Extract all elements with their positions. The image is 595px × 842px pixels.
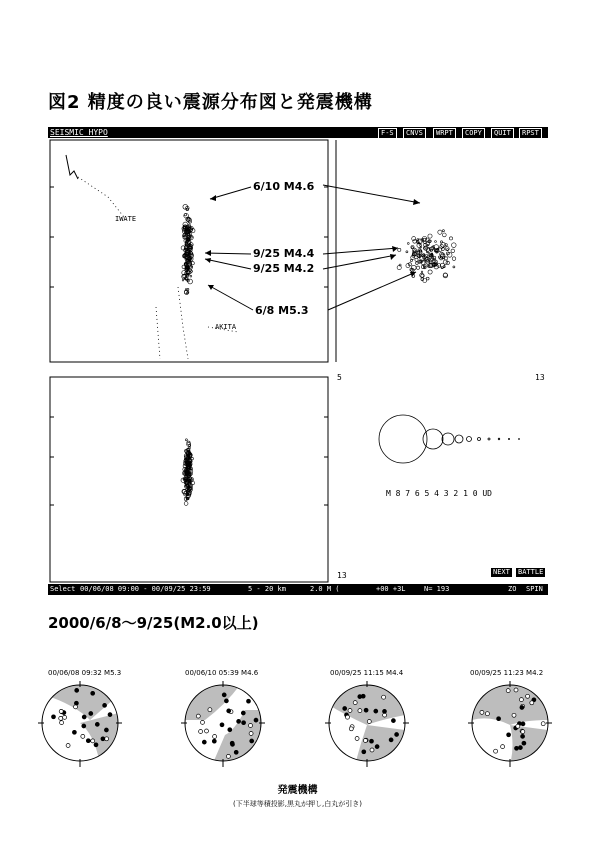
compression-point — [254, 718, 258, 722]
dilatation-point — [205, 729, 209, 733]
axis-tick-bottom-left: 13 — [337, 571, 347, 580]
hypocenter-point — [420, 273, 424, 277]
status-count: N= 193 — [424, 585, 450, 593]
compression-point — [228, 728, 232, 732]
dilatation-point — [358, 709, 362, 713]
dilatation-point — [201, 720, 205, 724]
hypocenter-point — [453, 266, 455, 268]
north-arrow-icon — [66, 155, 78, 179]
dilatation-point — [506, 689, 510, 693]
status-dates: 00/06/08 09:00 - 00/09/25 23:59 — [80, 585, 211, 593]
compression-point — [364, 708, 368, 712]
rpst-button[interactable]: RPST — [519, 128, 542, 139]
compression-point — [86, 739, 90, 743]
magnitude-scale-circles — [379, 415, 520, 463]
compression-point — [95, 722, 99, 726]
compression-point — [89, 712, 93, 716]
battle-button[interactable]: BATTLE — [515, 567, 546, 578]
mechanism-caption: 発震機構 — [277, 785, 318, 796]
compression-point — [103, 703, 107, 707]
dilatation-point — [199, 730, 203, 734]
dilatation-point — [59, 716, 63, 720]
compression-point — [241, 711, 245, 715]
axis-tick-mid-right: 13 — [535, 373, 545, 382]
dilatation-point — [74, 705, 78, 709]
compression-point — [220, 723, 224, 727]
hypocenter-point — [428, 270, 432, 274]
dilatation-point — [60, 721, 64, 725]
axis-tick-mid-left: 5 — [337, 373, 342, 382]
compression-point — [101, 737, 105, 741]
compression-point — [375, 745, 379, 749]
viewer-title: SEISMIC HYPO — [50, 128, 108, 137]
hypocenter-point — [445, 244, 448, 247]
dilatation-point — [370, 748, 374, 752]
hypocenter-point — [416, 266, 419, 269]
compression-point — [91, 691, 95, 695]
status-bar — [48, 584, 548, 595]
fs-button[interactable]: F-S — [378, 128, 397, 139]
dilatation-point — [367, 720, 371, 724]
status-mag: 2.0 M ( — [310, 585, 340, 593]
hypocenter-point — [426, 277, 429, 280]
hypocenter-point — [451, 249, 455, 253]
hypocenter-ew-section-points — [181, 439, 195, 506]
dilatation-point — [346, 715, 350, 719]
compression-point — [343, 707, 347, 711]
viewer-canvas — [48, 127, 548, 595]
focal-mechanism-beachball-4 — [472, 685, 548, 765]
compression-point — [515, 746, 519, 750]
hypocenter-point — [442, 230, 444, 232]
hypocenter-point — [447, 249, 449, 251]
mechanism-title-3: 00/09/25 11:15 M4.4 — [330, 669, 404, 677]
dilatation-point — [519, 698, 523, 702]
dilatation-point — [512, 713, 516, 717]
compression-point — [395, 733, 399, 737]
dilatation-point — [516, 724, 520, 728]
dilatation-point — [66, 744, 70, 748]
compression-point — [521, 722, 525, 726]
mechanism-title-1: 00/06/08 09:32 M5.3 — [48, 669, 122, 677]
focal-mechanisms-row — [0, 675, 595, 775]
hypocenter-point — [421, 271, 423, 273]
compression-point — [362, 750, 366, 754]
compression-point — [522, 741, 526, 745]
compression-point — [374, 709, 378, 713]
hypocenter-point — [185, 439, 187, 441]
hypocenter-point — [420, 244, 422, 246]
hypocenter-point — [410, 259, 412, 261]
compression-point — [52, 715, 56, 719]
hypocenter-point — [184, 502, 188, 506]
dilatation-point — [91, 739, 95, 743]
compression-point — [507, 733, 511, 737]
compression-point — [497, 717, 501, 721]
focal-mechanism-beachball-1 — [30, 680, 130, 770]
hypocenter-point — [406, 251, 408, 253]
annotation-label-2: 9/25 M4.4 — [253, 247, 315, 260]
hypocenter-point — [407, 243, 409, 245]
compression-point — [224, 699, 228, 703]
hypocenter-point — [398, 248, 401, 251]
compression-point — [82, 715, 86, 719]
hypocenter-point — [443, 260, 447, 264]
mechanism-title-4: 00/09/25 11:23 M4.2 — [470, 669, 544, 677]
status-depth: 5 - 20 km — [248, 585, 286, 593]
dilatation-point — [208, 708, 212, 712]
dilatation-point — [485, 712, 489, 716]
compression-point — [247, 699, 251, 703]
viewer-toolbar — [48, 127, 548, 138]
compression-point — [520, 706, 524, 710]
annotation-label-3: 9/25 M4.2 — [253, 262, 315, 275]
compression-point — [104, 728, 108, 732]
compression-point — [202, 740, 206, 744]
dilatation-point — [526, 694, 530, 698]
dilatation-point — [514, 688, 518, 692]
dilatation-point — [355, 737, 359, 741]
mechanism-caption-note: (下半球等積投影,黒丸が押し,白丸が引き) — [233, 800, 362, 808]
hypocenter-point — [415, 258, 418, 261]
hypocenter-point — [435, 241, 437, 243]
status-select[interactable]: Select — [50, 585, 76, 593]
next-button[interactable]: NEXT — [490, 567, 513, 578]
dilatation-point — [541, 722, 545, 726]
dilatation-point — [530, 701, 534, 705]
annotation-label-1: 6/10 M4.6 — [253, 180, 315, 193]
compression-point — [391, 719, 395, 723]
annotation-label-4: 6/8 M5.3 — [255, 304, 309, 317]
hypocenter-ns-section-points — [397, 230, 456, 283]
compression-point — [82, 724, 86, 728]
status-range: +00 +3L — [376, 585, 406, 593]
dilatation-point — [494, 749, 498, 753]
compression-point — [212, 739, 216, 743]
compression-point — [518, 746, 522, 750]
compression-point — [370, 739, 374, 743]
dilatation-point — [249, 724, 253, 728]
quit-button[interactable]: QUIT — [491, 128, 514, 139]
hypocenter-point — [442, 233, 446, 237]
cnvs-button[interactable]: CNVS — [403, 128, 426, 139]
hypocenter-map-points — [181, 204, 195, 294]
compression-point — [250, 739, 254, 743]
dilatation-point — [348, 709, 352, 713]
compression-point — [361, 694, 365, 698]
period-subtitle: 2000/6/8～9/25(M2.0以上) — [48, 614, 259, 632]
compression-point — [227, 709, 231, 713]
compression-point — [234, 750, 238, 754]
dilatation-point — [353, 701, 357, 705]
compression-point — [231, 742, 235, 746]
prefecture-border-lines — [78, 177, 238, 359]
dilatation-point — [213, 735, 217, 739]
wrpt-button[interactable]: WRPT — [433, 128, 456, 139]
compression-point — [94, 743, 98, 747]
seismic-viewer — [48, 127, 548, 595]
hypocenter-point — [190, 275, 192, 277]
hypocenter-point — [423, 247, 425, 249]
dilatation-point — [196, 714, 200, 718]
page-title: 図2 精度の良い震源分布図と発震機構 — [48, 92, 373, 113]
dilatation-point — [363, 739, 367, 743]
dilatation-point — [521, 730, 525, 734]
hypocenter-point — [449, 237, 452, 240]
status-spin[interactable]: SPIN — [526, 585, 543, 593]
focal-mechanism-beachball-2 — [185, 685, 265, 770]
dilatation-point — [59, 709, 63, 713]
dilatation-point — [480, 710, 484, 714]
dilatation-point — [81, 734, 85, 738]
compression-point — [75, 688, 79, 692]
dilatation-point — [382, 695, 386, 699]
hypocenter-point — [452, 257, 456, 261]
map-label-iwate: IWATE — [115, 215, 137, 223]
dilatation-point — [249, 732, 253, 736]
status-zo[interactable]: ZO — [508, 585, 517, 593]
compression-point — [108, 713, 112, 717]
copy-button[interactable]: COPY — [462, 128, 485, 139]
hypocenter-point — [182, 279, 184, 281]
compression-point — [389, 738, 393, 742]
dilatation-point — [501, 745, 505, 749]
hypocenter-point — [438, 230, 442, 234]
dilatation-point — [63, 715, 67, 719]
compression-point — [222, 693, 226, 697]
hypocenter-point — [452, 243, 457, 248]
dilatation-point — [226, 754, 230, 758]
hypocenter-point — [416, 262, 419, 265]
map-label-akita: AKITA — [215, 323, 237, 331]
compression-point — [74, 701, 78, 705]
hypocenter-point — [428, 234, 432, 238]
annotation-arrowheads — [205, 195, 420, 290]
mechanism-title-2: 00/06/10 05:39 M4.6 — [185, 669, 259, 677]
compression-point — [521, 734, 525, 738]
compression-point — [383, 709, 387, 713]
hypocenter-point — [399, 264, 401, 266]
dilatation-point — [349, 727, 353, 731]
compression-point — [237, 719, 241, 723]
focal-mechanism-beachball-3 — [329, 685, 405, 765]
compression-point — [72, 730, 76, 734]
magnitude-scale-label: M 8 7 6 5 4 3 2 1 0 UD — [386, 489, 492, 498]
compression-point — [242, 721, 246, 725]
